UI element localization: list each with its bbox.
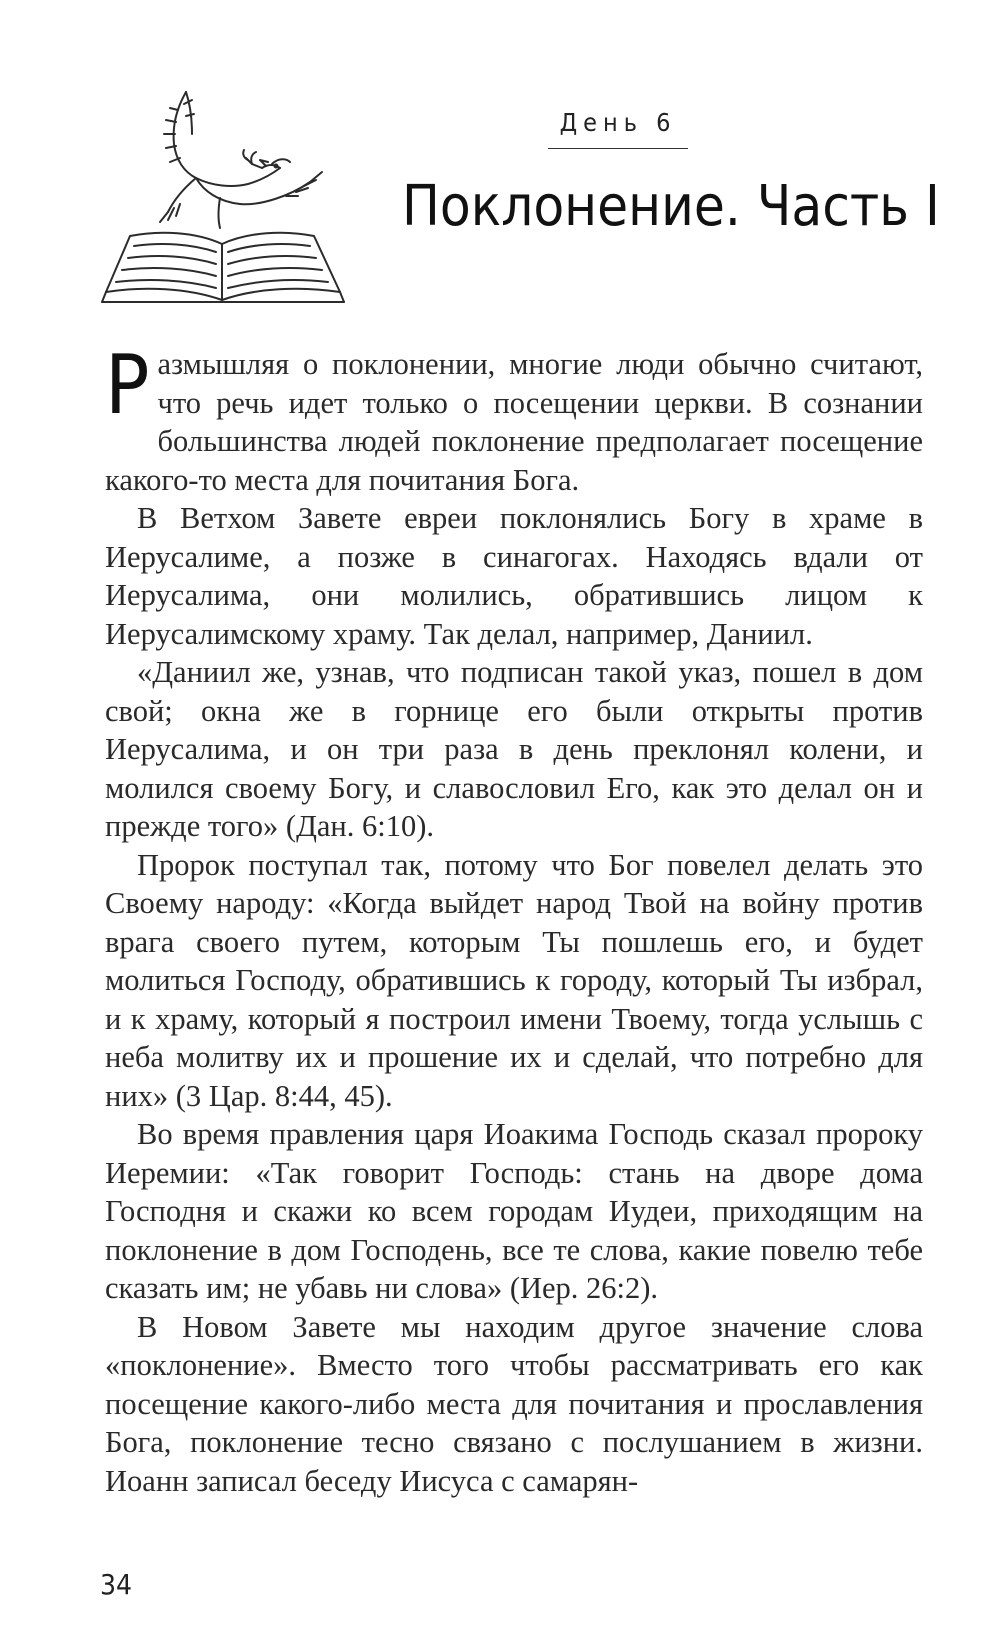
- body-text: [105, 338, 923, 1500]
- paragraph-5: Во время правления царя Иоакима Господь сказал пророку Иеремии: «Так говорит Господь: стань на дворе дома Господня и скажи ко всем городам Иудеи, приходящим на поклонение в дом Господень, все те слова, какие повелю тебе сказать им; не убавь ни слова» (Иер. 26:2).: [105, 1117, 923, 1305]
- day-label: День 6: [559, 108, 677, 137]
- dove-book-emblem-icon: [100, 88, 345, 310]
- day-label-underline: [548, 148, 688, 149]
- drop-cap: Р: [105, 338, 150, 433]
- paragraph-2: В Ветхом Завете евреи поклонялись Богу в храме в Иерусалиме, а позже в синагогах. Находясь вдали от Иерусалима, они молились, обратившись лицом к Иерусалимскому храму. Так делал, например, Даниил.: [105, 501, 923, 651]
- chapter-title: Поклонение. Часть I: [402, 174, 940, 239]
- paragraph-1: [105, 338, 923, 499]
- paragraph-1-text: азмышляя о поклонении, многие люди обычно считают, что речь идет только о посещении церкви. В сознании большинства людей поклонение предполагает посещение какого-то места для почитания Бога.: [105, 347, 923, 497]
- paragraph-4: Пророк поступал так, потому что Бог повелел делать это Своему народу: «Когда выйдет народ Твой на войну против врага своего путем, которым Ты пошлешь его, и будет молиться Господу, обратившись к городу, который Ты избрал, и к храму, который я построил имени Твоему, тогда услышь с неба молитву их и прошение их и сделай, что потребно для них» (3 Цар. 8:44, 45).: [105, 847, 923, 1113]
- paragraph-3: «Даниил же, узнав, что подписан такой указ, пошел в дом свой; окна же в горнице его были открыты против Иерусалима, и он три раза в день преклонял колени, и молился своему Богу, и славословил Его, как это делал он и прежде того» (Дан. 6:10).: [105, 655, 923, 843]
- paragraph-6: В Новом Завете мы находим другое значение слова «поклонение». Вместо того чтобы рассматривать его как посещение какого-либо места для почитания и прославления Бога, поклонение тесно связано с послушанием в жизни. Иоанн записал беседу Иисуса с самарян-: [105, 1309, 923, 1498]
- page-number: 34: [100, 1568, 133, 1601]
